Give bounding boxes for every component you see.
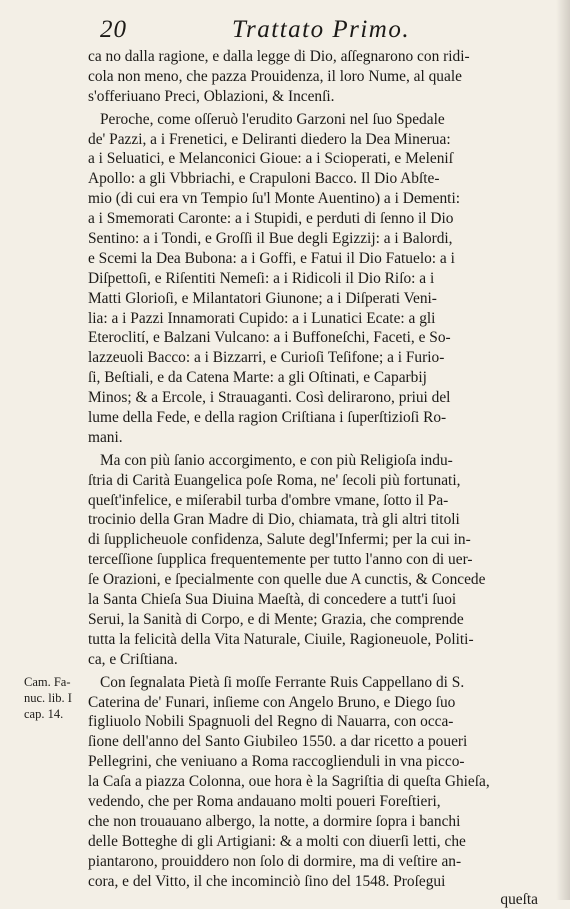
running-title: Trattato Primo.	[232, 16, 411, 43]
text-line: e Scemi la Dea Bubona: a i Goffi, e Fatui il Dio Fatuelo: a i	[88, 249, 455, 267]
text-line: de' Pazzi, a i Frenetici, e Deliranti diedero la Dea Minerua:	[88, 130, 451, 148]
text-line: la Santa Chieſa Sua Diuina Maeſtà, di concedere a tutt'i ſuoi	[88, 591, 457, 609]
text-line: ſione dell'anno del Santo Giubileo 1550. a dar ricetto a poueri	[88, 733, 468, 751]
margin-note-line: Cam. Fa-	[24, 675, 71, 689]
text-line: cora, e del Vitto, il che incominciò ſino del 1548. Proſegui	[88, 872, 446, 890]
margin-note-line: nuc. lib. I	[24, 691, 72, 705]
text-line: queſt'infelice, e miſerabil turba d'ombre vmane, ſotto il Pa-	[88, 491, 449, 509]
catchword: queſta	[500, 891, 538, 909]
text-line: a i Seluatici, e Melanconici Gioue: a i Scioperati, e Meleniſ	[88, 150, 453, 168]
text-line: ca no dalla ragione, e dalla legge di Dio, aſſegnarono con ridi-	[88, 48, 470, 65]
body-text	[88, 47, 544, 909]
text-line: che non trouauano albergo, la notte, a dormire ſopra i banchi	[88, 812, 461, 830]
text-line: piantarono, prouiddero non ſolo di dormire, ma di veſtire an-	[88, 852, 462, 870]
text-line: ſi, Beſtiali, e da Catena Marte: a gli Oſtinati, e Caparbij	[88, 369, 427, 387]
text-line: Diſpettoſi, e Riſentiti Nemeſi: a i Ridicoli il Dio Riſo: a i	[88, 269, 435, 287]
text-line: s'offeriuano Preci, Oblazioni, & Incenſi.	[88, 87, 335, 105]
text-line: lia: a i Pazzi Innamorati Cupido: a i Lunatici Ecate: a gli	[88, 309, 436, 327]
text-line: Peroche, come oſſeruò l'erudito Garzoni nel ſuo Spedale	[100, 110, 445, 128]
text-line: di ſupplicheuole confidenza, Salute degl'Infermi; per la cui in-	[88, 531, 471, 549]
paragraph	[88, 110, 544, 448]
paragraph	[88, 451, 544, 670]
text-line: ſtria di Carità Euangelica poſe Roma, ne' ſecoli più fortunati,	[88, 471, 461, 489]
text-line: lazzeuoli Bacco: a i Bizzarri, e Curioſi Teſifone; a i Furio-	[88, 349, 445, 367]
text-line: a i Smemorati Caronte: a i Stupidi, e perduti di ſenno il Dio	[88, 210, 454, 228]
text-line: mani.	[88, 428, 123, 446]
text-line: Minos; & a Ercole, i Strauaganti. Così delirarono, priui del	[88, 389, 451, 407]
margin-note	[24, 674, 84, 722]
page-header	[0, 16, 570, 46]
text-line: la Caſa a piazza Colonna, oue hora è la Sagriſtia di queſta Ghieſa,	[88, 773, 490, 791]
paragraph	[88, 673, 544, 892]
text-line: Pellegrini, che veniuano a Roma raccoglienduli in vna picco-	[88, 753, 465, 771]
text-line: Apollo: a gli Vbbriachi, e Crapuloni Bacco. Il Dio Abſte-	[88, 170, 440, 188]
text-line: tutta la felicità della Vita Naturale, Ciuile, Ragioneuole, Politi-	[88, 630, 474, 648]
text-line: ca, e Criſtiana.	[88, 650, 178, 668]
text-line: lume della Fede, e della ragion Criſtiana i ſuperſtizioſi Ro-	[88, 409, 447, 427]
margin-note-line: cap. 14.	[24, 707, 64, 721]
text-line: Sentino: a i Tondi, e Groſſi il Bue degli Egizzij: a i Balordi,	[88, 230, 453, 248]
text-line: vedendo, che per Roma andauano molti poueri Foreſtieri,	[88, 792, 441, 810]
page-number: 20	[100, 16, 127, 43]
text-line: cola non meno, che pazza Prouidenza, il loro Nume, al quale	[88, 67, 462, 85]
text-line: Eteroclití, e Balzani Vulcano: a i Buffoneſchi, Faceti, e So-	[88, 329, 451, 347]
text-line: Matti Glorioſi, e Milantatori Giunone; a i Diſperati Veni-	[88, 289, 437, 307]
text-line: mio (di cui era vn Tempio ſu'l Monte Auentino) a i Dementi:	[88, 190, 460, 208]
text-line: figliuolo Nobili Spagnuoli del Regno di Nauarra, con occa-	[88, 713, 454, 731]
text-line: delle Botteghe di gli Artigiani: & a molti con diuerſi letti, che	[88, 832, 466, 850]
paragraph	[88, 47, 544, 107]
text-line: Con ſegnalata Pietà ſi moſſe Ferrante Ruis Cappellano di S.	[100, 673, 465, 691]
text-line: trocinio della Gran Madre di Dio, chiamata, trà gli altri titoli	[88, 511, 460, 529]
text-line: Serui, la Sanità di Corpo, e di Mente; Grazia, che comprende	[88, 610, 464, 628]
text-line: Caterina de' Funari, inſieme con Angelo Bruno, e Diego ſuo	[88, 693, 456, 711]
text-line: terceſſione ſupplica frequentemente per tutto l'anno con di uer-	[88, 551, 473, 569]
text-line: ſe Orazioni, e ſpecialmente con quelle due A cunctis, & Concede	[88, 571, 486, 589]
page-edge-shadow	[556, 0, 570, 900]
text-line: Ma con più ſanio accorgimento, e con più Religioſa indu-	[100, 451, 453, 469]
